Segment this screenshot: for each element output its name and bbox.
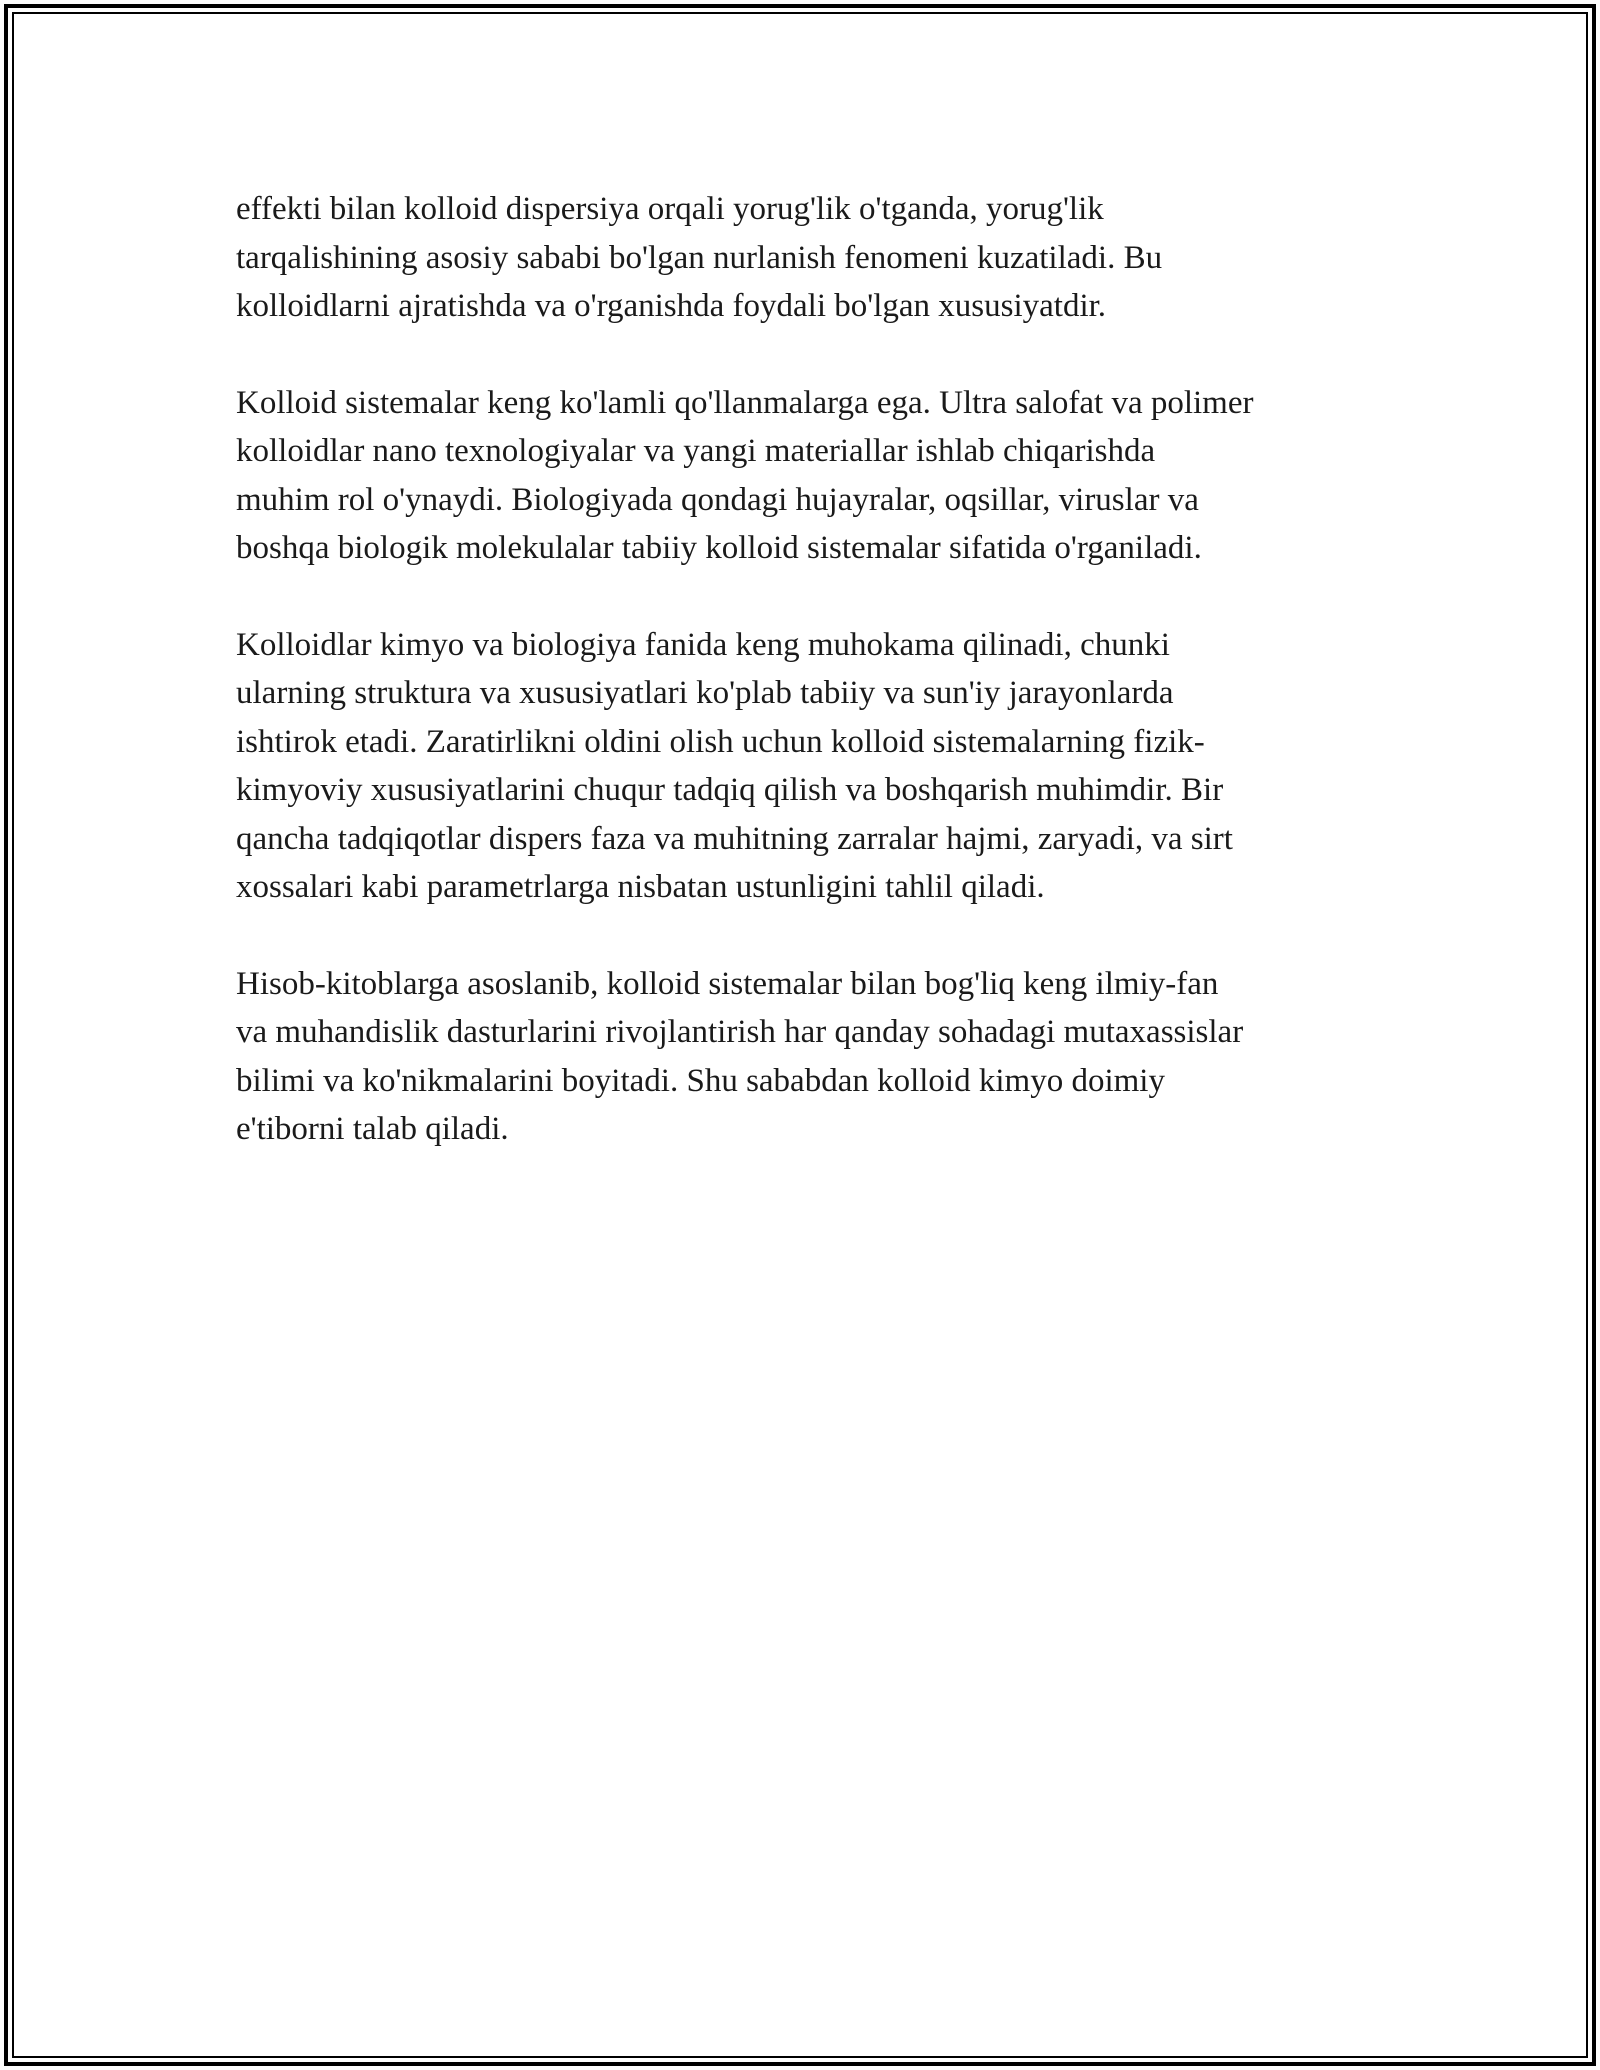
- paragraph-1: effekti bilan kolloid dispersiya orqali yorug'lik o'tganda, yorug'lik tarqalishining asosiy sababi bo'lgan nurlanish fenomeni kuzatiladi. Bu kolloidlarni ajratishda va o'rganishda foydali bo'lgan xususiyatdir.: [236, 191, 1163, 324]
- paragraph-3: Kolloidlar kimyo va biologiya fanida keng muhokama qilinadi, chunki ularning struktura va xususiyatlari ko'plab tabiiy va sun'iy jarayonlarda ishtirok etadi. Zaratirlikni oldini olish uchun kolloid sistemalarning fizik- kimyoviy xususiyatlarini chuqur tadqiq qilish va boshqarish muhimdir. Bir qancha tadqiqotlar dispers faza va muhitning zarralar hajmi, zaryadi, va sirt xossalari kabi parametrlarga nisbatan ustunligini tahlil qiladi.: [236, 626, 1233, 905]
- document-body: [236, 185, 1386, 1202]
- paragraph-4: Hisob-kitoblarga asoslanib, kolloid sistemalar bilan bog'liq keng ilmiy-fan va muhandislik dasturlarini rivojlantirish har qanday sohadagi mutaxassislar bilimi va ko'nikmalarini boyitadi. Shu sababdan kolloid kimyo doimiy e'tiborni talab qiladi.: [236, 965, 1244, 1147]
- paragraph-2: Kolloid sistemalar keng ko'lamli qo'llanmalarga ega. Ultra salofat va polimer kolloidlar nano texnologiyalar va yangi materiallar ishlab chiqarishda muhim rol o'ynaydi. Biologiyada qondagi hujayralar, oqsillar, viruslar va boshqa biologik molekulalar tabiiy kolloid sistemalar sifatida o'rganiladi.: [236, 384, 1254, 566]
